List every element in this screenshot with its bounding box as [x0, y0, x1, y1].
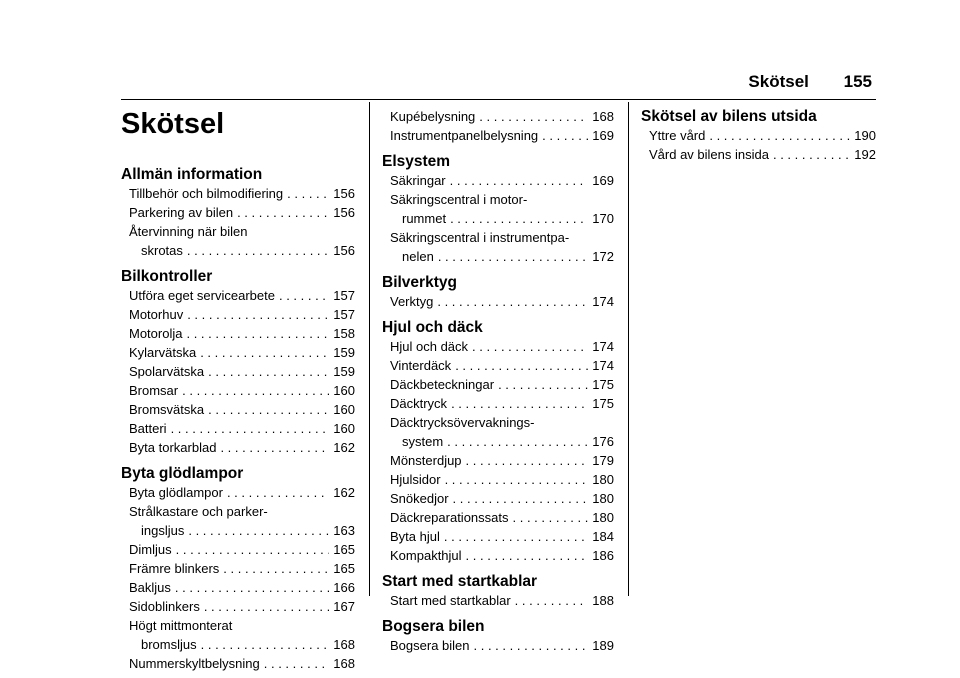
toc-entry[interactable]: Byta torkarblad . . . 162: [121, 438, 355, 457]
toc-entry[interactable]: Främre blinkers . . . 165: [121, 559, 355, 578]
toc-entry[interactable]: nelen . . . 172: [382, 247, 614, 266]
toc-entry[interactable]: system . . . 176: [382, 432, 614, 451]
toc-entry[interactable]: Bogsera bilen . . . 189: [382, 636, 614, 655]
toc-entry[interactable]: Mönsterdjup . . . 179: [382, 451, 614, 470]
toc-entry-line1: Strålkastare och parker-: [129, 504, 268, 519]
page-number: 155: [843, 72, 872, 91]
toc-entry[interactable]: Hjul och däck . . . 174: [382, 337, 614, 356]
toc-entry[interactable]: Byta hjul . . . 184: [382, 527, 614, 546]
toc-entry-line1: Högt mittmonterat: [129, 618, 233, 633]
toc-column-3: [641, 107, 876, 164]
toc-entry[interactable]: Nummerskyltbelysning . . . 168: [121, 654, 355, 673]
section-title-elsystem: Elsystem: [382, 153, 451, 170]
section-title-bilverktyg: Bilverktyg: [382, 274, 457, 291]
section-title-allman: Allmän information: [121, 166, 263, 183]
running-head: [748, 72, 872, 92]
section-title-hjul: Hjul och däck: [382, 319, 483, 336]
toc-entry-line1: Säkringscentral i instrumentpa-: [390, 230, 570, 245]
toc-entry[interactable]: Kupébelysning . . . 168: [382, 107, 614, 126]
toc-entry[interactable]: Däckbeteckningar . . . 175: [382, 375, 614, 394]
toc-entry[interactable]: Start med startkablar . . . 188: [382, 591, 614, 610]
toc-entry-line1: Säkringscentral i motor-: [390, 192, 528, 207]
toc-entry[interactable]: Bakljus . . . 166: [121, 578, 355, 597]
toc-entry[interactable]: Yttre vård . . . 190: [641, 126, 876, 145]
toc-entry[interactable]: Kylarvätska . . . 159: [121, 343, 355, 362]
chapter-title: Skötsel: [121, 108, 225, 140]
column-divider-1: [369, 102, 370, 596]
section-title-start: Start med startkablar: [382, 573, 538, 590]
toc-entry[interactable]: Tillbehör och bilmodifiering . . . 156: [121, 184, 355, 203]
toc-entry[interactable]: Spolarvätska . . . 159: [121, 362, 355, 381]
header-rule: [121, 99, 876, 100]
toc-entry[interactable]: Sidoblinkers . . . 167: [121, 597, 355, 616]
toc-column-1: [121, 106, 355, 673]
toc-entry[interactable]: Säkringar . . . 169: [382, 171, 614, 190]
column-divider-2: [628, 102, 629, 596]
toc-entry-line1: Återvinning när bilen: [129, 224, 248, 239]
toc-entry[interactable]: Snökedjor . . . 180: [382, 489, 614, 508]
toc-entry[interactable]: Bromsar . . . 160: [121, 381, 355, 400]
toc-entry[interactable]: bromsljus . . . 168: [121, 635, 355, 654]
toc-entry[interactable]: Vård av bilens insida . . . 192: [641, 145, 876, 164]
toc-entry[interactable]: Utföra eget servicearbete . . . 157: [121, 286, 355, 305]
toc-entry[interactable]: Instrumentpanelbelysning . . . 169: [382, 126, 614, 145]
section-title-bilkontroller: Bilkontroller: [121, 268, 213, 285]
section-title-glodlampor: Byta glödlampor: [121, 465, 244, 482]
toc-entry[interactable]: skrotas . . . 156: [121, 241, 355, 260]
toc-entry[interactable]: Kompakthjul . . . 186: [382, 546, 614, 565]
toc-entry[interactable]: rummet . . . 170: [382, 209, 614, 228]
toc-entry[interactable]: Batteri . . . 160: [121, 419, 355, 438]
toc-entry[interactable]: Däckreparationssats . . . 180: [382, 508, 614, 527]
toc-entry[interactable]: Hjulsidor . . . 180: [382, 470, 614, 489]
toc-entry[interactable]: Motorolja . . . 158: [121, 324, 355, 343]
section-title-bogsera: Bogsera bilen: [382, 618, 485, 635]
toc-entry[interactable]: Däcktryck . . . 175: [382, 394, 614, 413]
toc-entry[interactable]: Byta glödlampor . . . 162: [121, 483, 355, 502]
toc-column-2: [382, 107, 614, 655]
toc-entry[interactable]: Verktyg . . . 174: [382, 292, 614, 311]
toc-entry-line1: Däcktrycksövervaknings-: [390, 415, 535, 430]
toc-entry[interactable]: Bromsvätska . . . 160: [121, 400, 355, 419]
toc-entry[interactable]: Motorhuv . . . 157: [121, 305, 355, 324]
toc-entry[interactable]: Dimljus . . . 165: [121, 540, 355, 559]
toc-entry[interactable]: Vinterdäck . . . 174: [382, 356, 614, 375]
toc-entry[interactable]: Parkering av bilen . . . 156: [121, 203, 355, 222]
running-head-section: Skötsel: [748, 72, 809, 91]
section-title-utsida: Skötsel av bilens utsida: [641, 108, 817, 125]
toc-entry[interactable]: ingsljus . . . 163: [121, 521, 355, 540]
